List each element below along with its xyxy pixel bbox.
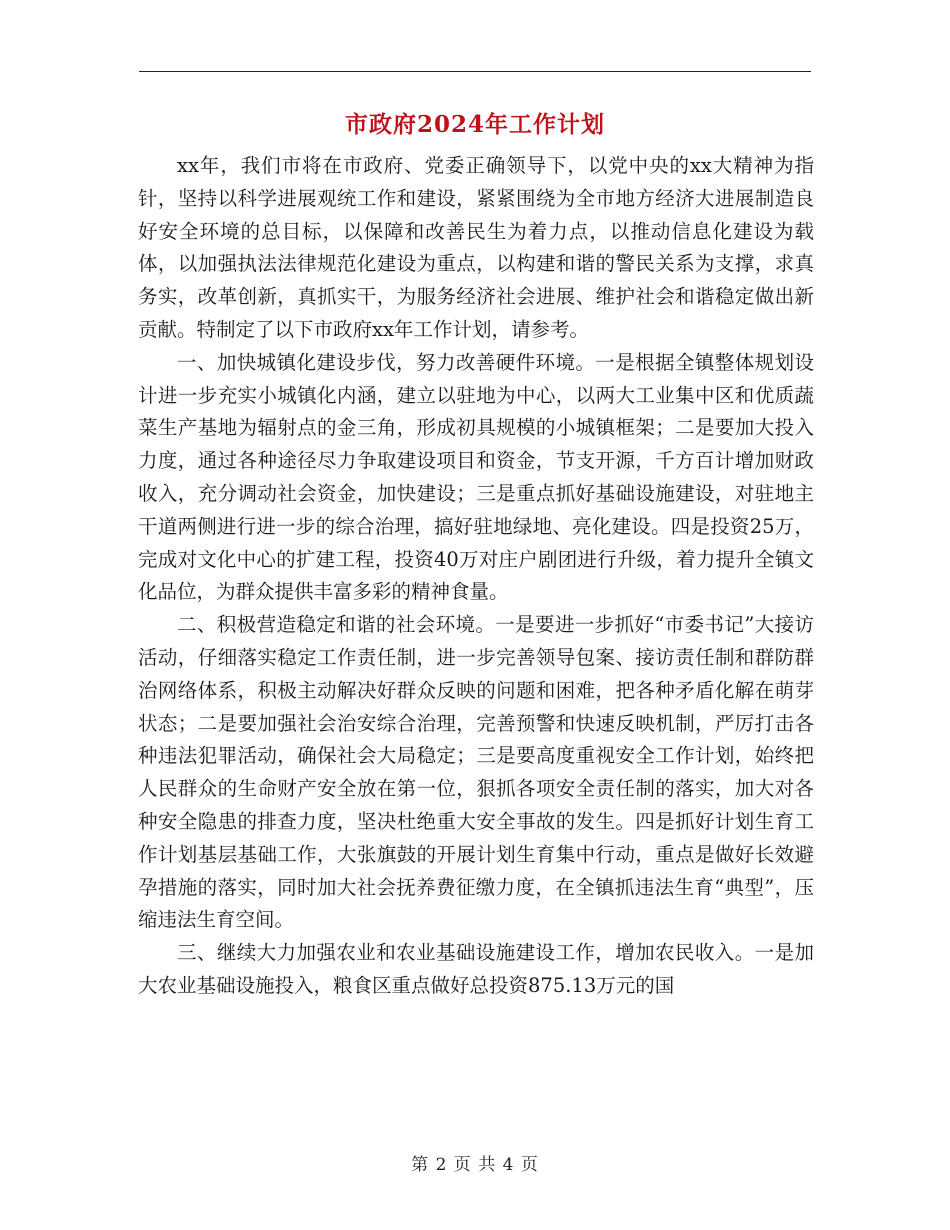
paragraph-section-1: 一、加快城镇化建设步伐，努力改善硬件环境。一是根据全镇整体规划设计进一步充实小城镇化内涵，建立以驻地为中心，以两大工业集中区和优质蔬菜生产基地为辐射点的金三角，形成初具规模的小城镇框架；二是要加大投入力度，通过各种途径尽力争取建设项目和资金，节支开源，千方百计增加财政收入，充分调动社会资金，加快建设；三是重点抓好基础设施建设，对驻地主干道两侧进行进一步的综合治理，搞好驻地绿地、亮化建设。四是投资25万，完成对文化中心的扩建工程，投资40万对庄户剧团进行升级，着力提升全镇文化品位，为群众提供丰富多彩的精神食量。 [138,350,814,604]
page-number: 第 2 页 共 4 页 [411,1155,539,1175]
paragraph-section-3: 三、继续大力加强农业和农业基础设施建设工作，增加农民收入。一是加大农业基础设施投入，粮食区重点做好总投资875.13万元的国 [138,941,814,997]
header-rule [139,71,811,72]
document-body [138,150,814,1003]
paragraph-intro: xx年，我们市将在市政府、党委正确领导下，以党中央的xx大精神为指针，坚持以科学进展观统工作和建设，紧紧围绕为全市地方经济大进展制造良好安全环境的总目标，以保障和改善民生为着力点，以推动信息化建设为载体，以加强执法法律规范化建设为重点，以构建和谐的警民关系为支撑，求真务实，改革创新，真抓实干，为服务经济社会进展、维护社会和谐稳定做出新贡献。特制定了以下市政府xx年工作计划，请参考。 [138,154,814,341]
paragraph-section-2: 二、积极营造稳定和谐的社会环境。一是要进一步抓好“市委书记”大接访活动，仔细落实稳定工作责任制，进一步完善领导包案、接访责任制和群防群治网络体系，积极主动解决好群众反映的问题和困难，把各种矛盾化解在萌芽状态；二是要加强社会治安综合治理，完善预警和快速反映机制，严厉打击各种违法犯罪活动，确保社会大局稳定；三是要高度重视安全工作计划，始终把人民群众的生命财产安全放在第一位，狠抓各项安全责任制的落实，加大对各种安全隐患的排查力度，坚决杜绝重大安全事故的发生。四是抓好计划生育工作计划基层基础工作，大张旗鼓的开展计划生育集中行动，重点是做好长效避孕措施的落实，同时加大社会抚养费征缴力度，在全镇抓违法生育“典型”，压缩违法生育空间。 [138,613,814,932]
document-title: 市政府2024年工作计划 [344,111,605,138]
